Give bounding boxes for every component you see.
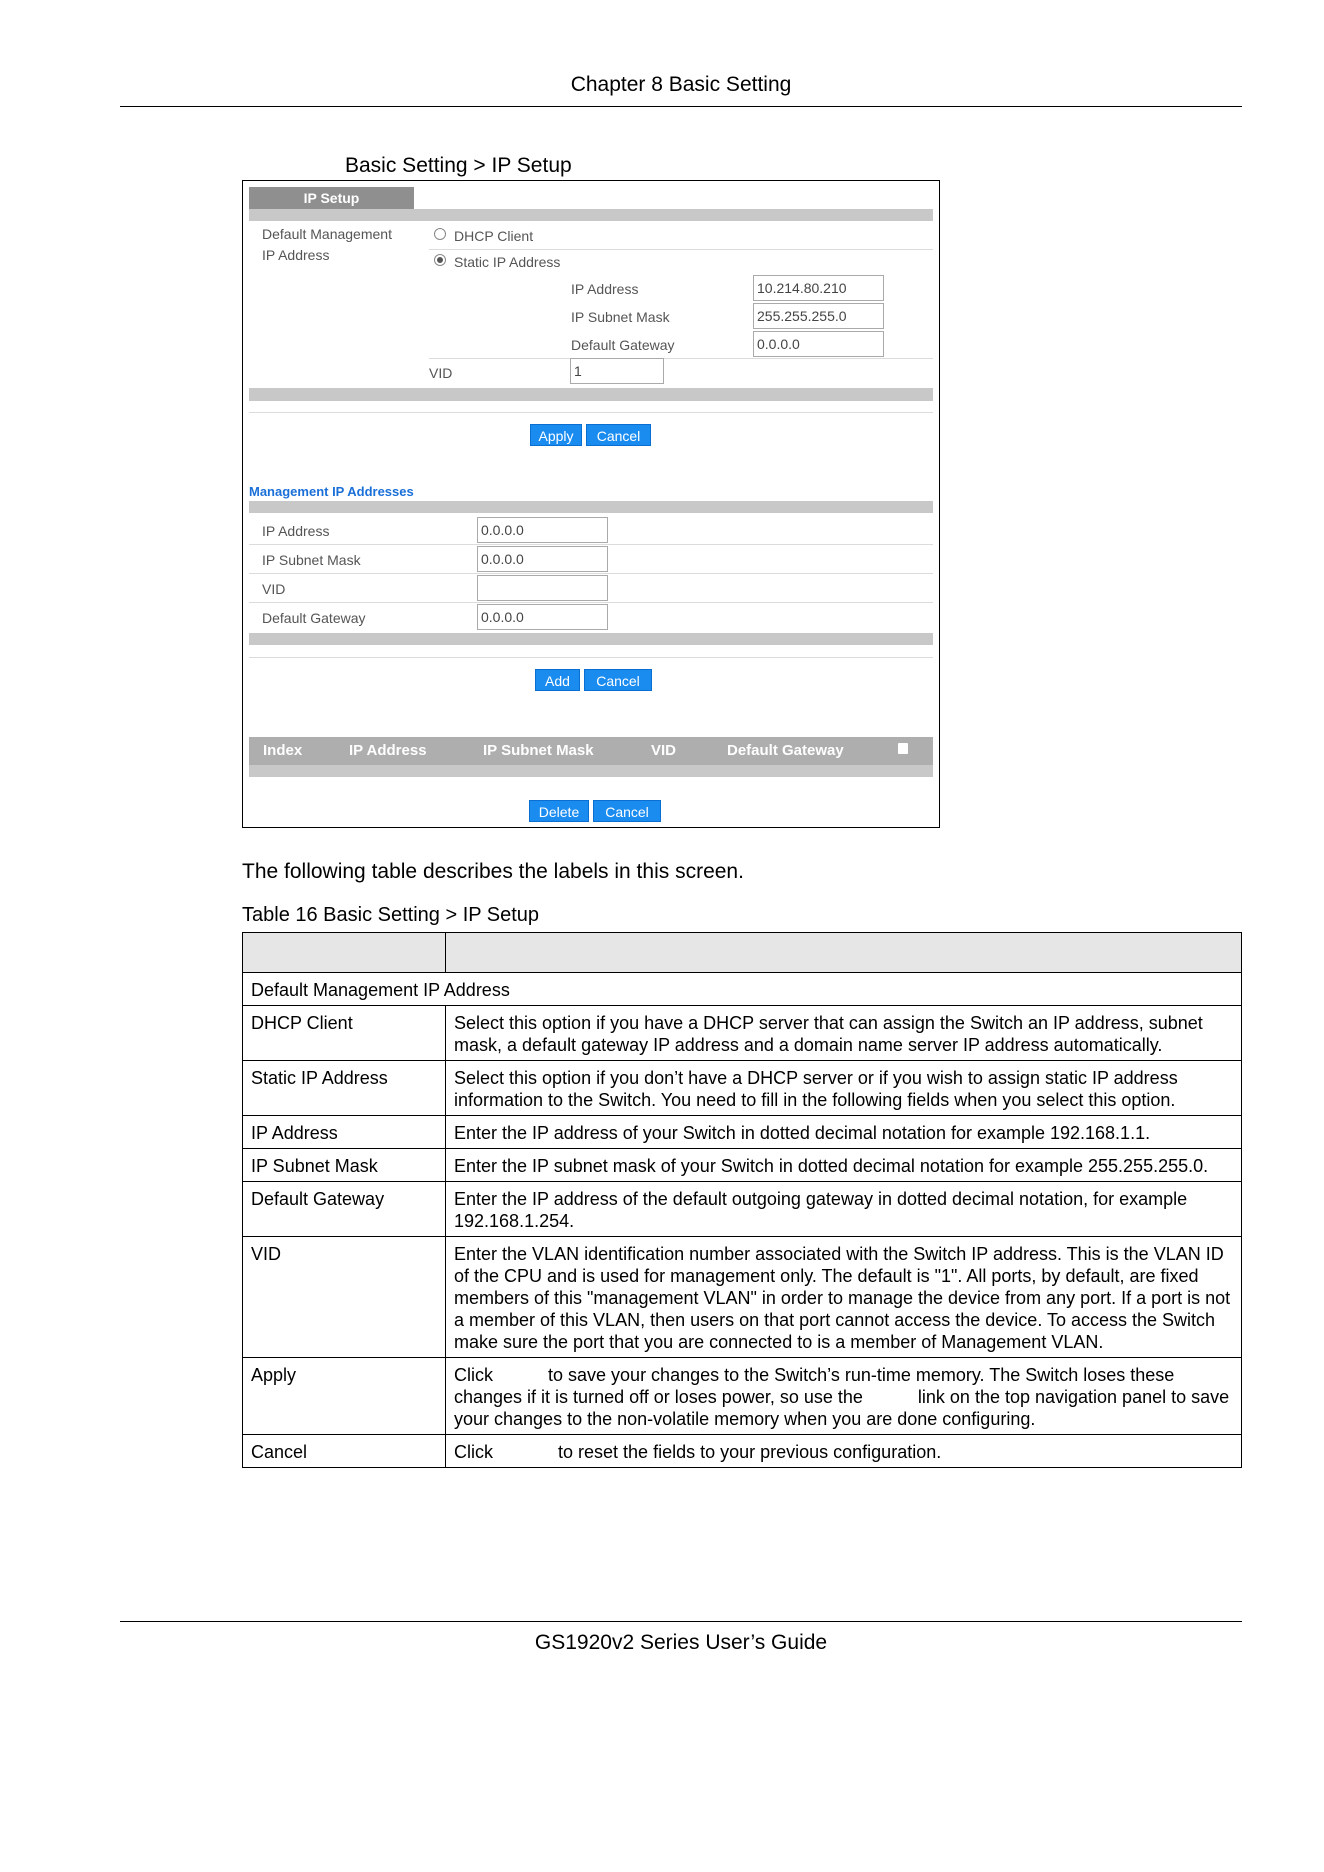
- row-label: IP Subnet Mask: [243, 1149, 446, 1182]
- static-ip-label: Static IP Address: [454, 254, 561, 270]
- page-header: Chapter 8 Basic Setting: [120, 72, 1242, 107]
- dhcp-client-radio[interactable]: [434, 228, 446, 240]
- cancel-button[interactable]: Cancel: [593, 800, 661, 822]
- table-row: [243, 1061, 1242, 1116]
- column-default-gateway: Default Gateway: [727, 742, 844, 759]
- intro-text: The following table describes the labels in this screen.: [242, 860, 744, 883]
- default-mgmt-label: Default Management: [262, 226, 392, 242]
- section-bar: [249, 501, 933, 513]
- dhcp-client-label: DHCP Client: [454, 228, 534, 244]
- default-gateway-label: Default Gateway: [571, 337, 675, 353]
- apply-button[interactable]: Apply: [530, 424, 582, 446]
- divider: [249, 544, 933, 545]
- row-label: Static IP Address: [243, 1061, 446, 1116]
- table-row: [243, 1435, 1242, 1468]
- mgmt-subnet-field[interactable]: 0.0.0.0: [477, 546, 608, 572]
- column-ip-address: IP Address: [349, 742, 427, 759]
- mgmt-ip-label: IP Address: [262, 523, 330, 539]
- table-row: [243, 1116, 1242, 1149]
- table-title: Table 16 Basic Setting > IP Setup: [242, 904, 540, 926]
- section-bar: [249, 633, 933, 645]
- mgmt-ip-title: Management IP Addresses: [249, 484, 414, 499]
- table-row: [243, 1149, 1242, 1182]
- divider: [249, 657, 933, 658]
- section-bar: [249, 388, 933, 401]
- table-row: [243, 1006, 1242, 1061]
- default-mgmt-label-2: IP Address: [262, 247, 330, 263]
- vid-field[interactable]: 1: [570, 358, 664, 384]
- mgmt-gateway-label: Default Gateway: [262, 610, 366, 626]
- description-table: [242, 932, 1242, 1468]
- row-description: Enter the VLAN identification number associated with the Switch IP address. This is the VLAN ID of the CPU and is used for management only. The default is "1". All ports, by default, are fixed members of this "management VLAN" in order to manage the device from any port. If a port is not a member of this VLAN, then users on that port cannot access the device. To access the Switch make sure the port that you are connected to is a member of Management VLAN.: [446, 1237, 1242, 1358]
- mgmt-vid-label: VID: [262, 581, 286, 597]
- table-row: [243, 1182, 1242, 1237]
- row-label: IP Address: [243, 1116, 446, 1149]
- column-subnet-mask: IP Subnet Mask: [483, 742, 594, 759]
- table-header-row: [243, 933, 1242, 973]
- mgmt-ip-table-header: [249, 737, 933, 765]
- section-label: Default Management IP Address: [243, 973, 1242, 1006]
- header-cell-description: [446, 933, 1242, 973]
- mgmt-gateway-field[interactable]: 0.0.0.0: [477, 604, 608, 630]
- figure-caption: Basic Setting > IP Setup: [345, 154, 572, 177]
- subnet-mask-label: IP Subnet Mask: [571, 309, 670, 325]
- divider: [429, 358, 933, 359]
- header-cell-label: [243, 933, 446, 973]
- ip-address-label: IP Address: [571, 281, 639, 297]
- row-label: VID: [243, 1237, 446, 1358]
- row-description: Click to save your changes to the Switch’s run-time memory. The Switch loses these changes if it is turned off or loses power, so use the link on the top navigation panel to save your changes to the non-volatile memory when you are done configuring.: [446, 1358, 1242, 1435]
- section-bar: [249, 765, 933, 777]
- page-footer: GS1920v2 Series User’s Guide: [120, 1621, 1242, 1656]
- add-button[interactable]: Add: [535, 669, 580, 691]
- table-section-row: [243, 973, 1242, 1006]
- subnet-mask-field[interactable]: 255.255.255.0: [753, 303, 884, 329]
- row-label: Cancel: [243, 1435, 446, 1468]
- cancel-button[interactable]: Cancel: [586, 424, 651, 446]
- row-description: Enter the IP address of the default outgoing gateway in dotted decimal notation, for example 192.168.1.254.: [446, 1182, 1242, 1237]
- row-label: Default Gateway: [243, 1182, 446, 1237]
- table-row: [243, 1358, 1242, 1435]
- ip-address-field[interactable]: 10.214.80.210: [753, 275, 884, 301]
- table-row: [243, 1237, 1242, 1358]
- tab-ip-setup[interactable]: IP Setup: [249, 187, 414, 209]
- divider: [429, 249, 933, 250]
- default-gateway-field[interactable]: 0.0.0.0: [753, 331, 884, 357]
- column-index: Index: [263, 742, 303, 759]
- delete-button[interactable]: Delete: [529, 800, 589, 822]
- row-label: Apply: [243, 1358, 446, 1435]
- divider: [249, 573, 933, 574]
- row-description: Enter the IP subnet mask of your Switch in dotted decimal notation for example 255.255.255.0.: [446, 1149, 1242, 1182]
- row-description: Click to reset the fields to your previous configuration.: [446, 1435, 1242, 1468]
- mgmt-subnet-label: IP Subnet Mask: [262, 552, 361, 568]
- row-description: Select this option if you have a DHCP server that can assign the Switch an IP address, subnet mask, a default gateway IP address and a domain name server IP address automatically.: [446, 1006, 1242, 1061]
- delete-all-checkbox-icon[interactable]: [898, 743, 908, 754]
- cancel-button[interactable]: Cancel: [584, 669, 652, 691]
- mgmt-vid-field[interactable]: [477, 575, 608, 601]
- divider: [249, 412, 933, 413]
- header-bar: [249, 209, 933, 221]
- ip-setup-screen: [242, 180, 940, 828]
- mgmt-ip-field[interactable]: 0.0.0.0: [477, 517, 608, 543]
- row-label: DHCP Client: [243, 1006, 446, 1061]
- column-vid: VID: [651, 742, 677, 759]
- divider: [249, 602, 933, 603]
- vid-label: VID: [429, 365, 453, 381]
- row-description: Select this option if you don’t have a DHCP server or if you wish to assign static IP address information to the Switch. You need to fill in the following fields when you select this option.: [446, 1061, 1242, 1116]
- row-description: Enter the IP address of your Switch in dotted decimal notation for example 192.168.1.1.: [446, 1116, 1242, 1149]
- static-ip-radio[interactable]: [434, 254, 446, 266]
